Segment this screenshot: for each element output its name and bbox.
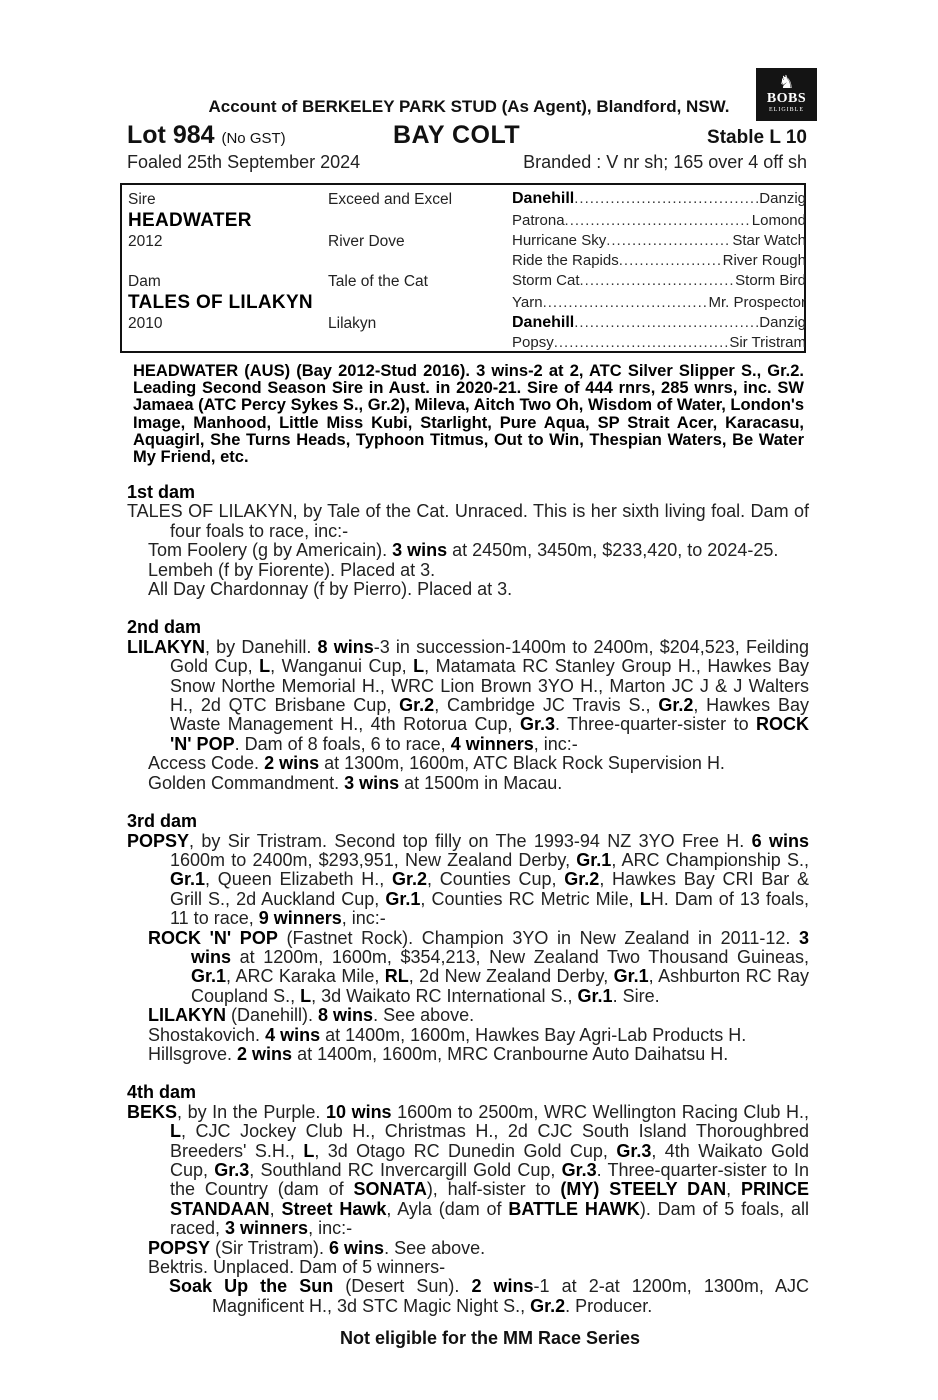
third-dam-text: POPSY, by Sir Tristram. Second top filly on The 1993-94 NZ 3YO Free H. 6 wins 1600m to 2400m, $293,951, New Zealand Derby, Gr.1, ARC Championship S., Gr.1, Queen Elizabeth H., Gr.2, Counties Cup, Gr.2, Hawkes Bay CRI Bar & Grill S., 2d Auckland Cup, Gr.1, Counties RC Metric Mile, LH. Dam of 13 foals, 11 to race, 9 winners, inc:- (127, 830, 809, 929)
progeny-line: Shostakovich. 4 wins at 1400m, 1600m, Hawkes Bay Agri-Lab Products H. (148, 1024, 747, 1045)
dam-name: TALES OF LILAKYN (128, 292, 313, 313)
progeny-line: LILAKYN (Danehill). 8 wins. See above. (148, 1005, 475, 1026)
progeny-line: All Day Chardonnay (f by Pierro). Placed at 3. (148, 579, 513, 600)
dam-label: Dam (128, 273, 161, 290)
foaled-date: Foaled 25th September 2024 (127, 152, 361, 172)
pedigree-table (120, 183, 806, 353)
progeny-line: Golden Commandment. 3 wins at 1500m in Macau. (148, 772, 563, 793)
grandparent-row: Danehill ..... Danzig (512, 314, 806, 332)
grandparent-row: Hurricane Sky ..... Star Watch (512, 232, 806, 249)
progeny-line: Tom Foolery (g by Americain). 3 wins at 2450m, 3450m, $233,420, to 2024-25. (148, 540, 779, 561)
dam-dam: Lilakyn (328, 315, 377, 332)
grandparent-row: Danehill ..... Danzig (512, 190, 806, 208)
third-dam-heading: 3rd dam (127, 811, 198, 832)
lot-label: Lot 984 (127, 121, 215, 149)
progeny-line: Access Code. 2 wins at 1300m, 1600m, ATC Black Rock Supervision H. (148, 753, 725, 774)
gst-note: (No GST) (221, 130, 286, 147)
second-dam-heading: 2nd dam (127, 617, 202, 638)
progeny-line: Soak Up the Sun (Desert Sun). 2 wins-1 at 2-at 1200m, 1300m, AJC Magnificent H., 3d STC Magic Night S., Gr.2. Producer. (169, 1276, 809, 1316)
grandparent-row: Patrona ..... Lomond (512, 212, 806, 229)
fourth-dam-heading: 4th dam (127, 1082, 197, 1103)
logo-word: BOBS (766, 91, 807, 106)
logo-sub: ELIGIBLE (769, 107, 804, 113)
progeny-line: Lembeh (f by Fiorente). Placed at 3. (148, 559, 436, 580)
sire-dam: River Dove (328, 233, 405, 250)
sire-summary: HEADWATER (AUS) (Bay 2012-Stud 2016). 3 wins-2 at 2, ATC Silver Slipper S., Gr.2. Leading Second Season Sire in Aust. in 2020-21. Sire of 444 rnrs, 285 wnrs, inc. SW Jamaea (ATC Percy Sykes S., Gr.2), Mileva, Aitch Two Oh, Wisdom of Water, London's Image, Manhood, Little Miss Kubi, Starlight, Pure Aqua, SP Strait Acer, Karacasu, Aquagirl, She Turns Heads, Typhoon Titmus, Out to Win, Thespian Waters, Be Water My Friend, etc. (133, 362, 804, 467)
brand-marks: Branded : V nr sh; 165 over 4 off sh (523, 152, 807, 172)
horse-icon: ♞ (778, 72, 795, 92)
fourth-dam-text: BEKS, by In the Purple. 10 wins 1600m to 2500m, WRC Wellington Racing Club H., L, CJC Jockey Club H., Christmas H., 2d CJC South Island Thoroughbred Breeders' S.H., L, 3d Otago RC Dunedin Gold Cup, Gr.3, 4th Waikato Gold Cup, Gr.3, Southland RC Invercargill Gold Cup, Gr.3. Three-quarter-sister to In the Country (dam of SONATA), half-sister to (MY) STEELY DAN, PRINCE STANDAAN, Street Hawk, Ayla (dam of BATTLE HAWK). Dam of 5 foals, all raced, 3 winners, inc:- (127, 1101, 810, 1239)
first-dam-text: TALES OF LILAKYN, by Tale of the Cat. Unraced. This is her sixth living foal. Dam of four foals to race, inc:- (127, 501, 809, 541)
vendor-account: Account of BERKELEY PARK STUD (As Agent), Blandford, NSW. (208, 97, 730, 116)
dam-year: 2010 (128, 315, 163, 332)
produce-record (127, 483, 809, 1316)
sex-colour: BAY COLT (393, 121, 521, 149)
sire-year: 2012 (128, 233, 163, 250)
progeny-line: ROCK 'N' POP (Fastnet Rock). Champion 3YO in New Zealand in 2011-12. 3 wins at 1200m, 1600m, $354,213, New Zealand Two Thousand Guineas, Gr.1, ARC Karaka Mile, RL, 2d New Zealand Derby, Gr.1, Ashburton RC Ray Coupland S., L, 3d Waikato RC International S., Gr.1. Sire. (148, 927, 810, 1006)
progeny-line: Bektris. Unplaced. Dam of 5 winners- (148, 1257, 446, 1278)
dam-sire: Tale of the Cat (328, 273, 428, 290)
lot-number (127, 121, 286, 150)
first-dam-heading: 1st dam (127, 482, 196, 502)
progeny-line: POPSY (Sir Tristram). 6 wins. See above. (148, 1237, 486, 1258)
progeny-line: Hillsgrove. 2 wins at 1400m, 1600m, MRC Cranbourne Auto Daihatsu H. (148, 1043, 729, 1064)
sire-label: Sire (128, 191, 156, 208)
race-series-note: Not eligible for the MM Race Series (339, 1328, 641, 1348)
sire-name: HEADWATER (128, 210, 252, 231)
grandparent-row: Storm Cat ..... Storm Bird (512, 272, 806, 289)
grandparent-row: Ride the Rapids ..... River Rough (512, 252, 806, 269)
grandparent-row: Yarn ..... Mr. Prospector (512, 294, 806, 311)
sire-sire: Exceed and Excel (328, 191, 453, 208)
grandparent-row: Popsy ..... Sir Tristram (512, 334, 806, 351)
second-dam-text: LILAKYN, by Danehill. 8 wins-3 in succession-1400m to 2400m, $204,523, Feilding Gold Cup, L, Wanganui Cup, L, Matamata RC Stanley Group H., Hawkes Bay Snow Northe Memorial H., WRC Lion Brown 3YO H., Marton JC J & J Walters H., 2d QTC Brisbane Cup, Gr.2, Cambridge JC Travis S., Gr.2, Hawkes Bay Waste Management H., 4th Rotorua Cup, Gr.3. Three-quarter-sister to ROCK 'N' POP. Dam of 8 foals, 6 to race, 4 winners, inc:- (127, 636, 810, 754)
stable-number: Stable L 10 (707, 127, 807, 148)
